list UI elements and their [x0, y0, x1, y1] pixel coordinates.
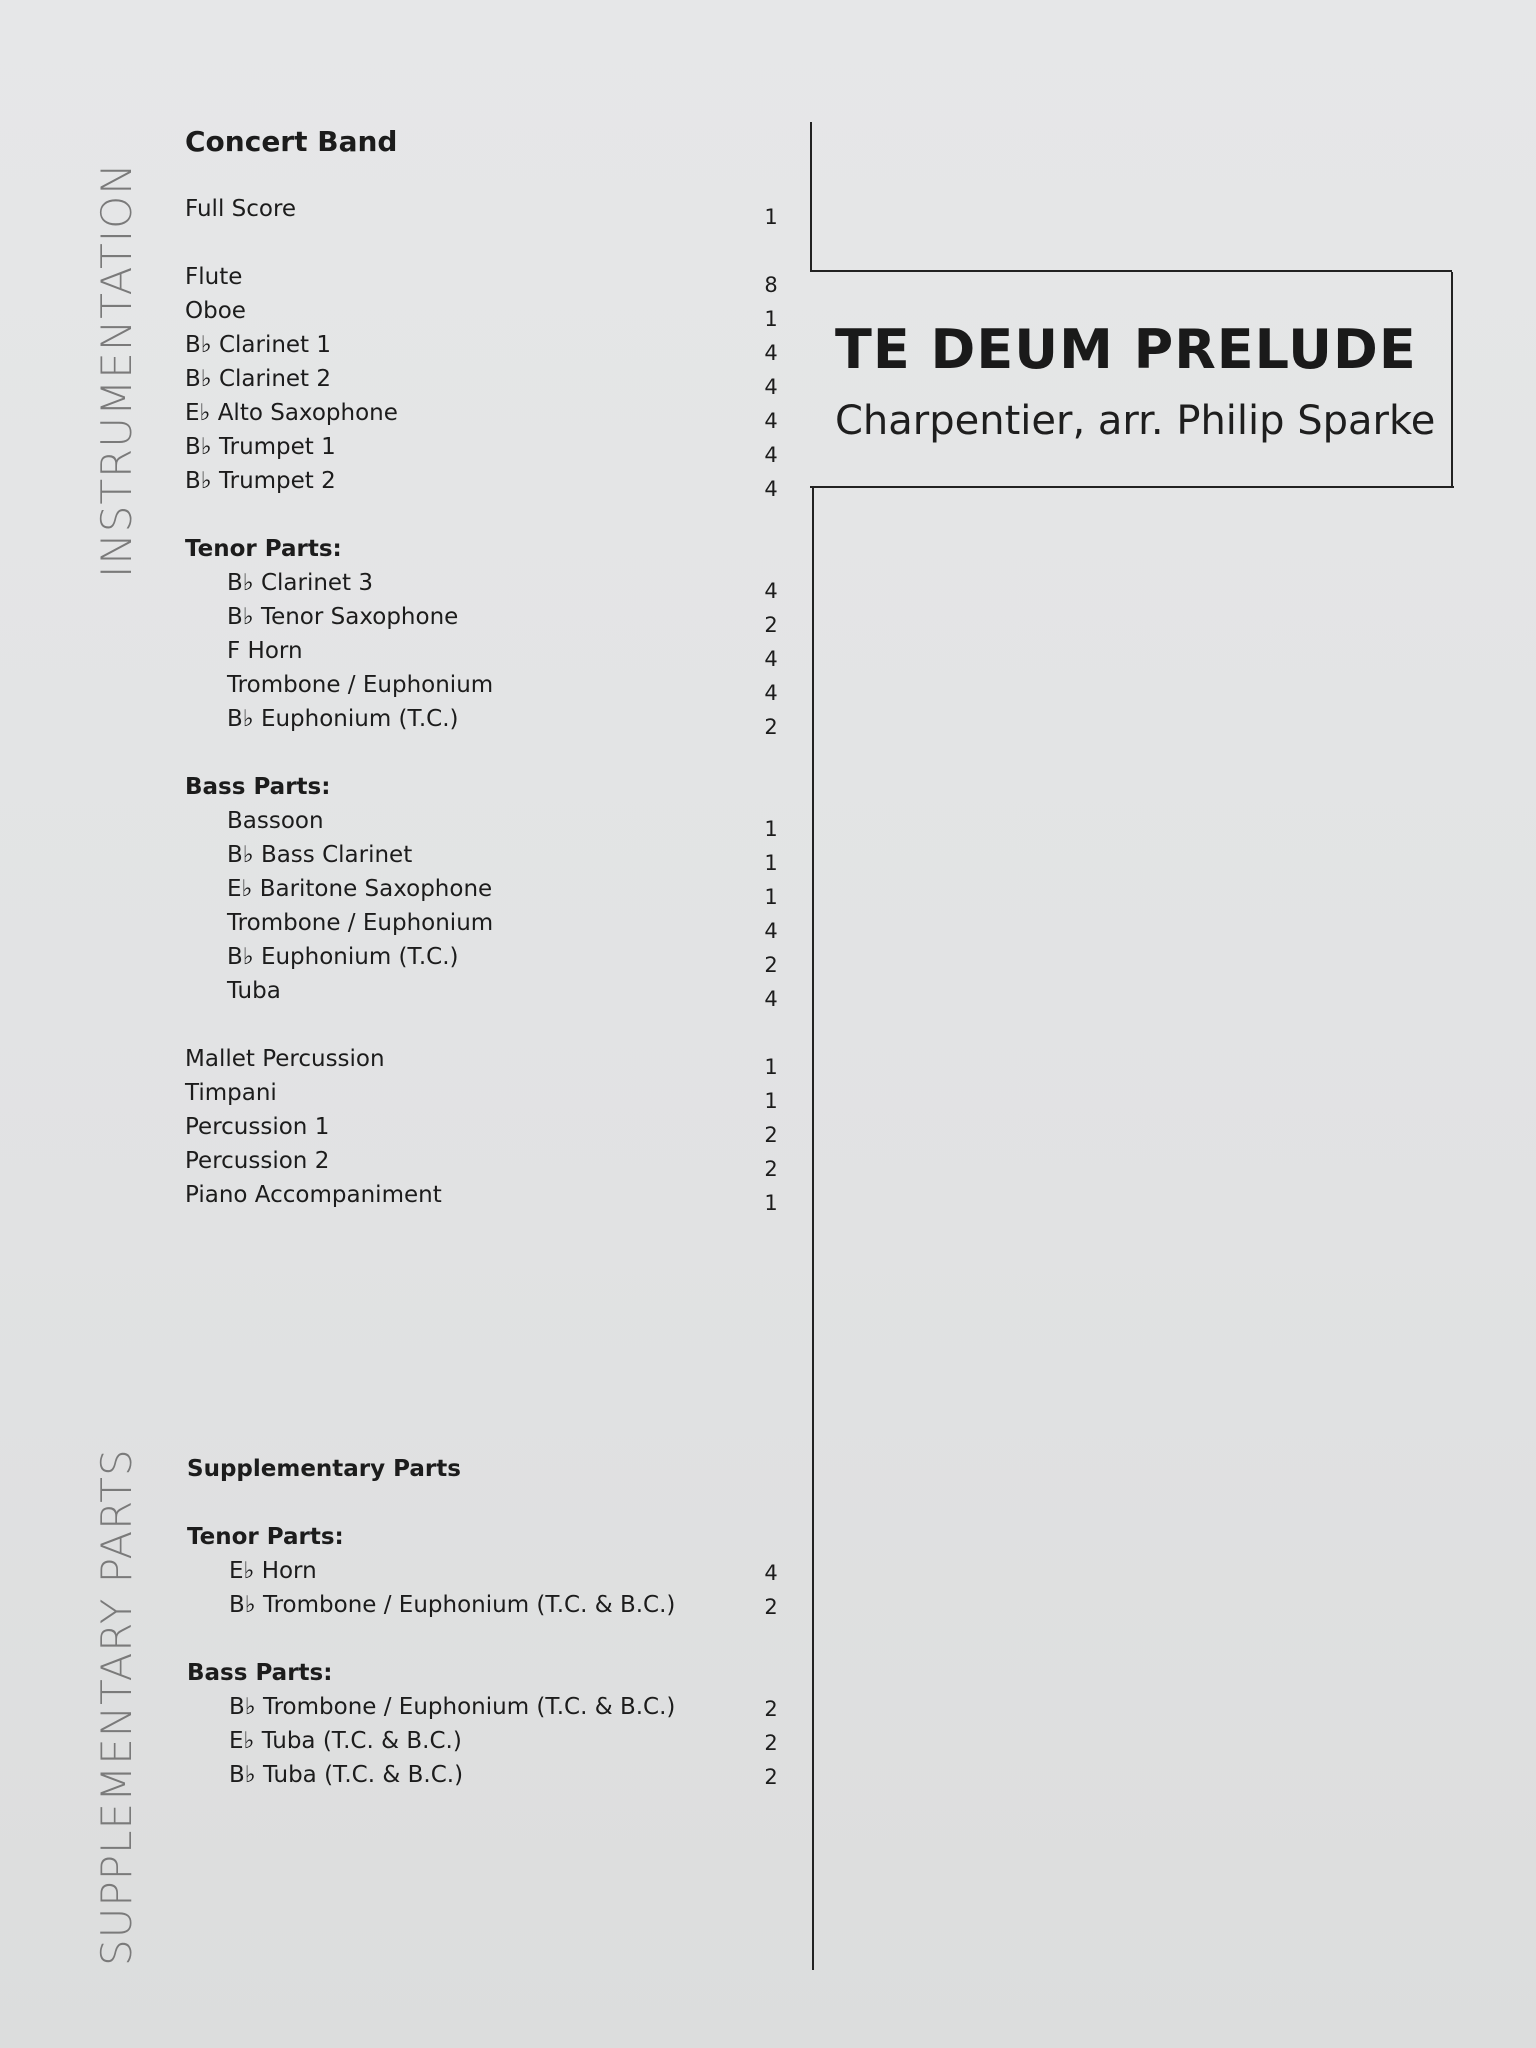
part-label: B♭ Clarinet 3 [227, 570, 374, 596]
part-label: E♭ Horn [229, 1558, 317, 1584]
part-label: Bassoon [227, 808, 324, 834]
part-label: Full Score [185, 196, 297, 222]
part-qty: 2 [764, 1157, 778, 1181]
part-label: B♭ Bass Clarinet [227, 842, 413, 868]
part-label: B♭ Euphonium (T.C.) [227, 944, 459, 970]
tenor-parts-heading: Tenor Parts: [185, 536, 342, 562]
list-item [185, 464, 785, 501]
part-qty: 4 [764, 681, 778, 705]
list-item [185, 838, 785, 875]
list-item [185, 362, 785, 399]
part-qty: 1 [764, 1055, 778, 1079]
list-item [185, 1144, 785, 1181]
supp-bass-heading: Bass Parts: [187, 1660, 333, 1686]
divider-line [810, 122, 812, 270]
list-item [185, 634, 785, 671]
part-qty: 2 [764, 953, 778, 977]
part-label: Trombone / Euphonium [227, 672, 494, 698]
list-item [185, 668, 785, 705]
part-label: B♭ Tuba (T.C. & B.C.) [229, 1762, 464, 1788]
list-item [187, 1554, 787, 1588]
part-label: Mallet Percussion [185, 1046, 385, 1072]
part-qty: 2 [764, 1123, 778, 1147]
list-item [185, 1178, 785, 1215]
list-item [185, 906, 785, 943]
part-label: Oboe [185, 298, 246, 324]
part-qty: 4 [764, 477, 778, 501]
part-label: B♭ Trumpet 2 [185, 468, 336, 494]
title-box-top-rule [810, 270, 1452, 272]
part-qty: 1 [764, 817, 778, 841]
part-qty: 4 [764, 919, 778, 943]
list-item [185, 702, 785, 739]
title-box-right-rule [1451, 272, 1453, 488]
title-box-bottom-rule [810, 486, 1454, 488]
part-qty: 4 [764, 579, 778, 603]
list-item [185, 872, 785, 909]
supp-tenor-heading: Tenor Parts: [187, 1524, 344, 1550]
supplementary-side-label: SUPPLEMENTARY PARTS [92, 1448, 141, 1966]
part-qty: 1 [764, 885, 778, 909]
part-label: Timpani [185, 1080, 277, 1106]
part-qty: 4 [764, 987, 778, 1011]
supplementary-heading: Supplementary Parts [187, 1456, 461, 1482]
concert-band-heading: Concert Band [185, 125, 398, 158]
list-item [185, 1042, 785, 1079]
part-qty: 8 [764, 273, 778, 297]
part-label: B♭ Trombone / Euphonium (T.C. & B.C.) [229, 1694, 676, 1720]
part-label: E♭ Tuba (T.C. & B.C.) [229, 1728, 462, 1754]
part-label: B♭ Clarinet 2 [185, 366, 332, 392]
piece-title: TE DEUM PRELUDE [835, 318, 1417, 381]
part-label: B♭ Trumpet 1 [185, 434, 336, 460]
part-qty: 2 [764, 1765, 778, 1789]
composer-credit: Charpentier, arr. Philip Sparke [835, 398, 1436, 444]
list-item [185, 328, 785, 365]
part-qty: 2 [764, 613, 778, 637]
part-label: E♭ Baritone Saxophone [227, 876, 493, 902]
part-qty: 1 [764, 851, 778, 875]
part-label: B♭ Tenor Saxophone [227, 604, 459, 630]
part-qty: 1 [764, 1191, 778, 1215]
part-label: Percussion 2 [185, 1148, 330, 1174]
part-label: Piano Accompaniment [185, 1182, 442, 1208]
divider-line [812, 486, 814, 1970]
list-item [185, 974, 785, 1011]
part-qty: 4 [764, 1561, 778, 1585]
list-item [185, 294, 785, 331]
list-item [187, 1690, 787, 1724]
concert-band-list [185, 122, 785, 1215]
list-item [185, 192, 785, 229]
part-qty: 4 [764, 341, 778, 365]
list-item [185, 260, 785, 297]
list-item [187, 1758, 787, 1792]
part-label: B♭ Trombone / Euphonium (T.C. & B.C.) [229, 1592, 676, 1618]
part-qty: 4 [764, 409, 778, 433]
part-qty: 1 [764, 1089, 778, 1113]
list-item [185, 430, 785, 467]
part-qty: 2 [764, 715, 778, 739]
part-label: B♭ Clarinet 1 [185, 332, 332, 358]
list-item [185, 1076, 785, 1113]
part-qty: 4 [764, 443, 778, 467]
supplementary-list [187, 1452, 787, 1792]
list-item [185, 600, 785, 637]
instrumentation-side-label: INSTRUMENTATION [92, 162, 141, 578]
part-label: B♭ Euphonium (T.C.) [227, 706, 459, 732]
list-item [185, 1110, 785, 1147]
bass-parts-heading: Bass Parts: [185, 774, 331, 800]
list-item [187, 1588, 787, 1622]
list-item [185, 396, 785, 433]
part-qty: 4 [764, 375, 778, 399]
part-qty: 2 [764, 1731, 778, 1755]
part-label: Trombone / Euphonium [227, 910, 494, 936]
part-qty: 4 [764, 647, 778, 671]
part-label: E♭ Alto Saxophone [185, 400, 398, 426]
part-label: Percussion 1 [185, 1114, 330, 1140]
list-item [185, 804, 785, 841]
part-qty: 2 [764, 1595, 778, 1619]
part-label: Flute [185, 264, 243, 290]
part-label: F Horn [227, 638, 303, 664]
part-qty: 1 [764, 205, 778, 229]
list-item [185, 940, 785, 977]
part-qty: 1 [764, 307, 778, 331]
part-label: Tuba [227, 978, 281, 1004]
list-item [185, 566, 785, 603]
part-qty: 2 [764, 1697, 778, 1721]
list-item [187, 1724, 787, 1758]
